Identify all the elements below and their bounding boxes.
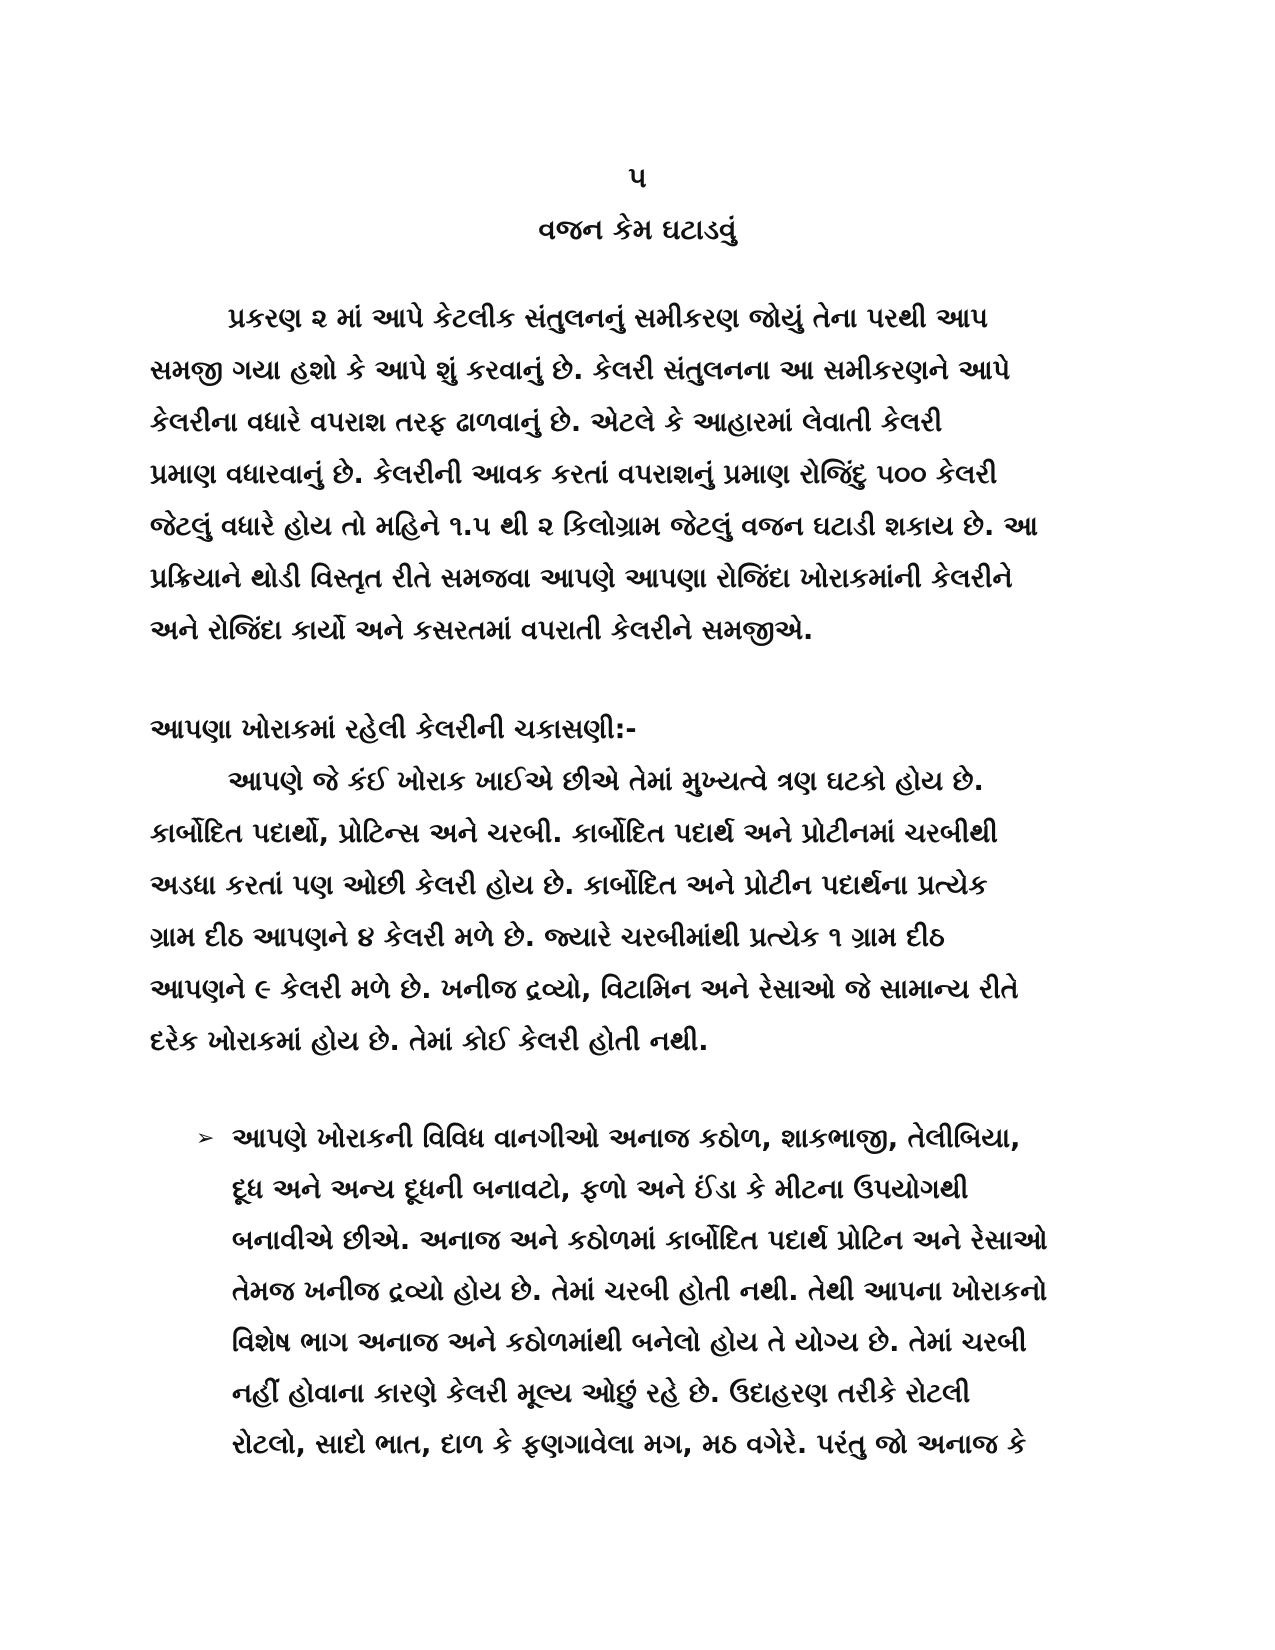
intro-line: પ્રમાણ વધારવાનું છે. કેલરીની આવક કરતાં વપરાશનું પ્રમાણ રોજિંદુ ૫૦૦ કેલરી [150, 459, 998, 490]
intro-line: પ્રક્રિયાને થોડી વિસ્તૃત રીતે સમજવા આપણે આપણા રોજિંદા ખોરાકમાંની કેલરીને [150, 563, 1013, 594]
bullet-line: તેમજ ખનીજ દ્રવ્યો હોય છે. તેમાં ચરબી હોતી નથી. તેથી આપના ખોરાકનો [232, 1276, 1048, 1307]
arrow-bullet-icon: ➢ [196, 1126, 215, 1151]
section-line: આપણે જે કંઈ ખોરાક ખાઈએ છીએ તેમાં મુખ્યત્વે ત્રણ ઘટકો હોય છે. [228, 766, 984, 797]
bullet-paragraph [232, 1113, 1152, 1470]
bullet-line: નહીં હોવાના કારણે કેલરી મૂલ્ય ઓછું રહે છે. ઉદાહરણ તરીકે રોટલી [232, 1378, 971, 1409]
intro-paragraph [150, 293, 1140, 657]
section-line: આપણને ૯ કેલરી મળે છે. ખનીજ દ્રવ્યો, વિટામિન અને રેસાઓ જે સામાન્ય રીતે [150, 974, 1019, 1005]
chapter-number: ૫ [628, 161, 647, 194]
section-paragraph [150, 756, 1140, 1068]
bullet-line: બનાવીએ છીએ. અનાજ અને કઠોળમાં કાર્બોદિત પદાર્થ પ્રોટિન અને રેસાઓ [232, 1225, 1048, 1256]
bullet-line: આપણે ખોરાકની વિવિધ વાનગીઓ અનાજ કઠોળ, શાકભાજી, તેલીબિયા, [232, 1123, 1021, 1154]
intro-line: જેટલું વધારે હોય તો મહિને ૧.૫ થી ૨ કિલોગ્રામ જેટલું વજન ઘટાડી શકાય છે. આ [150, 511, 1038, 542]
intro-line: પ્રકરણ ૨ માં આપે કેટલીક સંતુલનનું સમીકરણ જોયું તેના પરથી આપ [228, 303, 988, 334]
intro-line: અને રોજિંદા કાર્યો અને કસરતમાં વપરાતી કેલરીને સમજીએ. [150, 615, 814, 646]
intro-line: સમજી ગયા હશો કે આપે શું કરવાનું છે. કેલરી સંતુલનના આ સમીકરણને આપે [150, 355, 1011, 386]
bullet-line: વિશેષ ભાગ અનાજ અને કઠોળમાંથી બનેલો હોય તે યોગ્ય છે. તેમાં ચરબી [232, 1327, 1027, 1358]
bullet-line: દૂધ અને અન્ય દૂધની બનાવટો, ફળો અને ઈંડા કે મીટના ઉપયોગથી [232, 1174, 969, 1205]
section-line: દરેક ખોરાકમાં હોય છે. તેમાં કોઈ કેલરી હોતી નથી. [150, 1026, 709, 1057]
section-line: અડધા કરતાં પણ ઓછી કેલરી હોય છે. કાર્બોદિત અને પ્રોટીન પદાર્થના પ્રત્યેક [150, 870, 988, 901]
section-line: ગ્રામ દીઠ આપણને ૪ કેલરી મળે છે. જ્યારે ચરબીમાંથી પ્રત્યેક ૧ ગ્રામ દીઠ [150, 922, 945, 953]
chapter-title: વજન કેમ ઘટાડવું [538, 213, 737, 246]
bullet-line: રોટલો, સાદો ભાત, દાળ કે ફણગાવેલા મગ, મઠ વગેરે. પરંતુ જો અનાજ કે [232, 1429, 1027, 1460]
section-heading: આપણા ખોરાકમાં રહેલી કેલરીની ચકાસણી:- [150, 714, 637, 745]
section-line: કાર્બોદિત પદાર્થો, પ્રોટિન્સ અને ચરબી. કાર્બોદિત પદાર્થ અને પ્રોટીનમાં ચરબીથી [150, 818, 998, 849]
intro-line: કેલરીના વધારે વપરાશ તરફ ઢાળવાનું છે. એટલે કે આહારમાં લેવાતી કેલરી [150, 407, 943, 438]
